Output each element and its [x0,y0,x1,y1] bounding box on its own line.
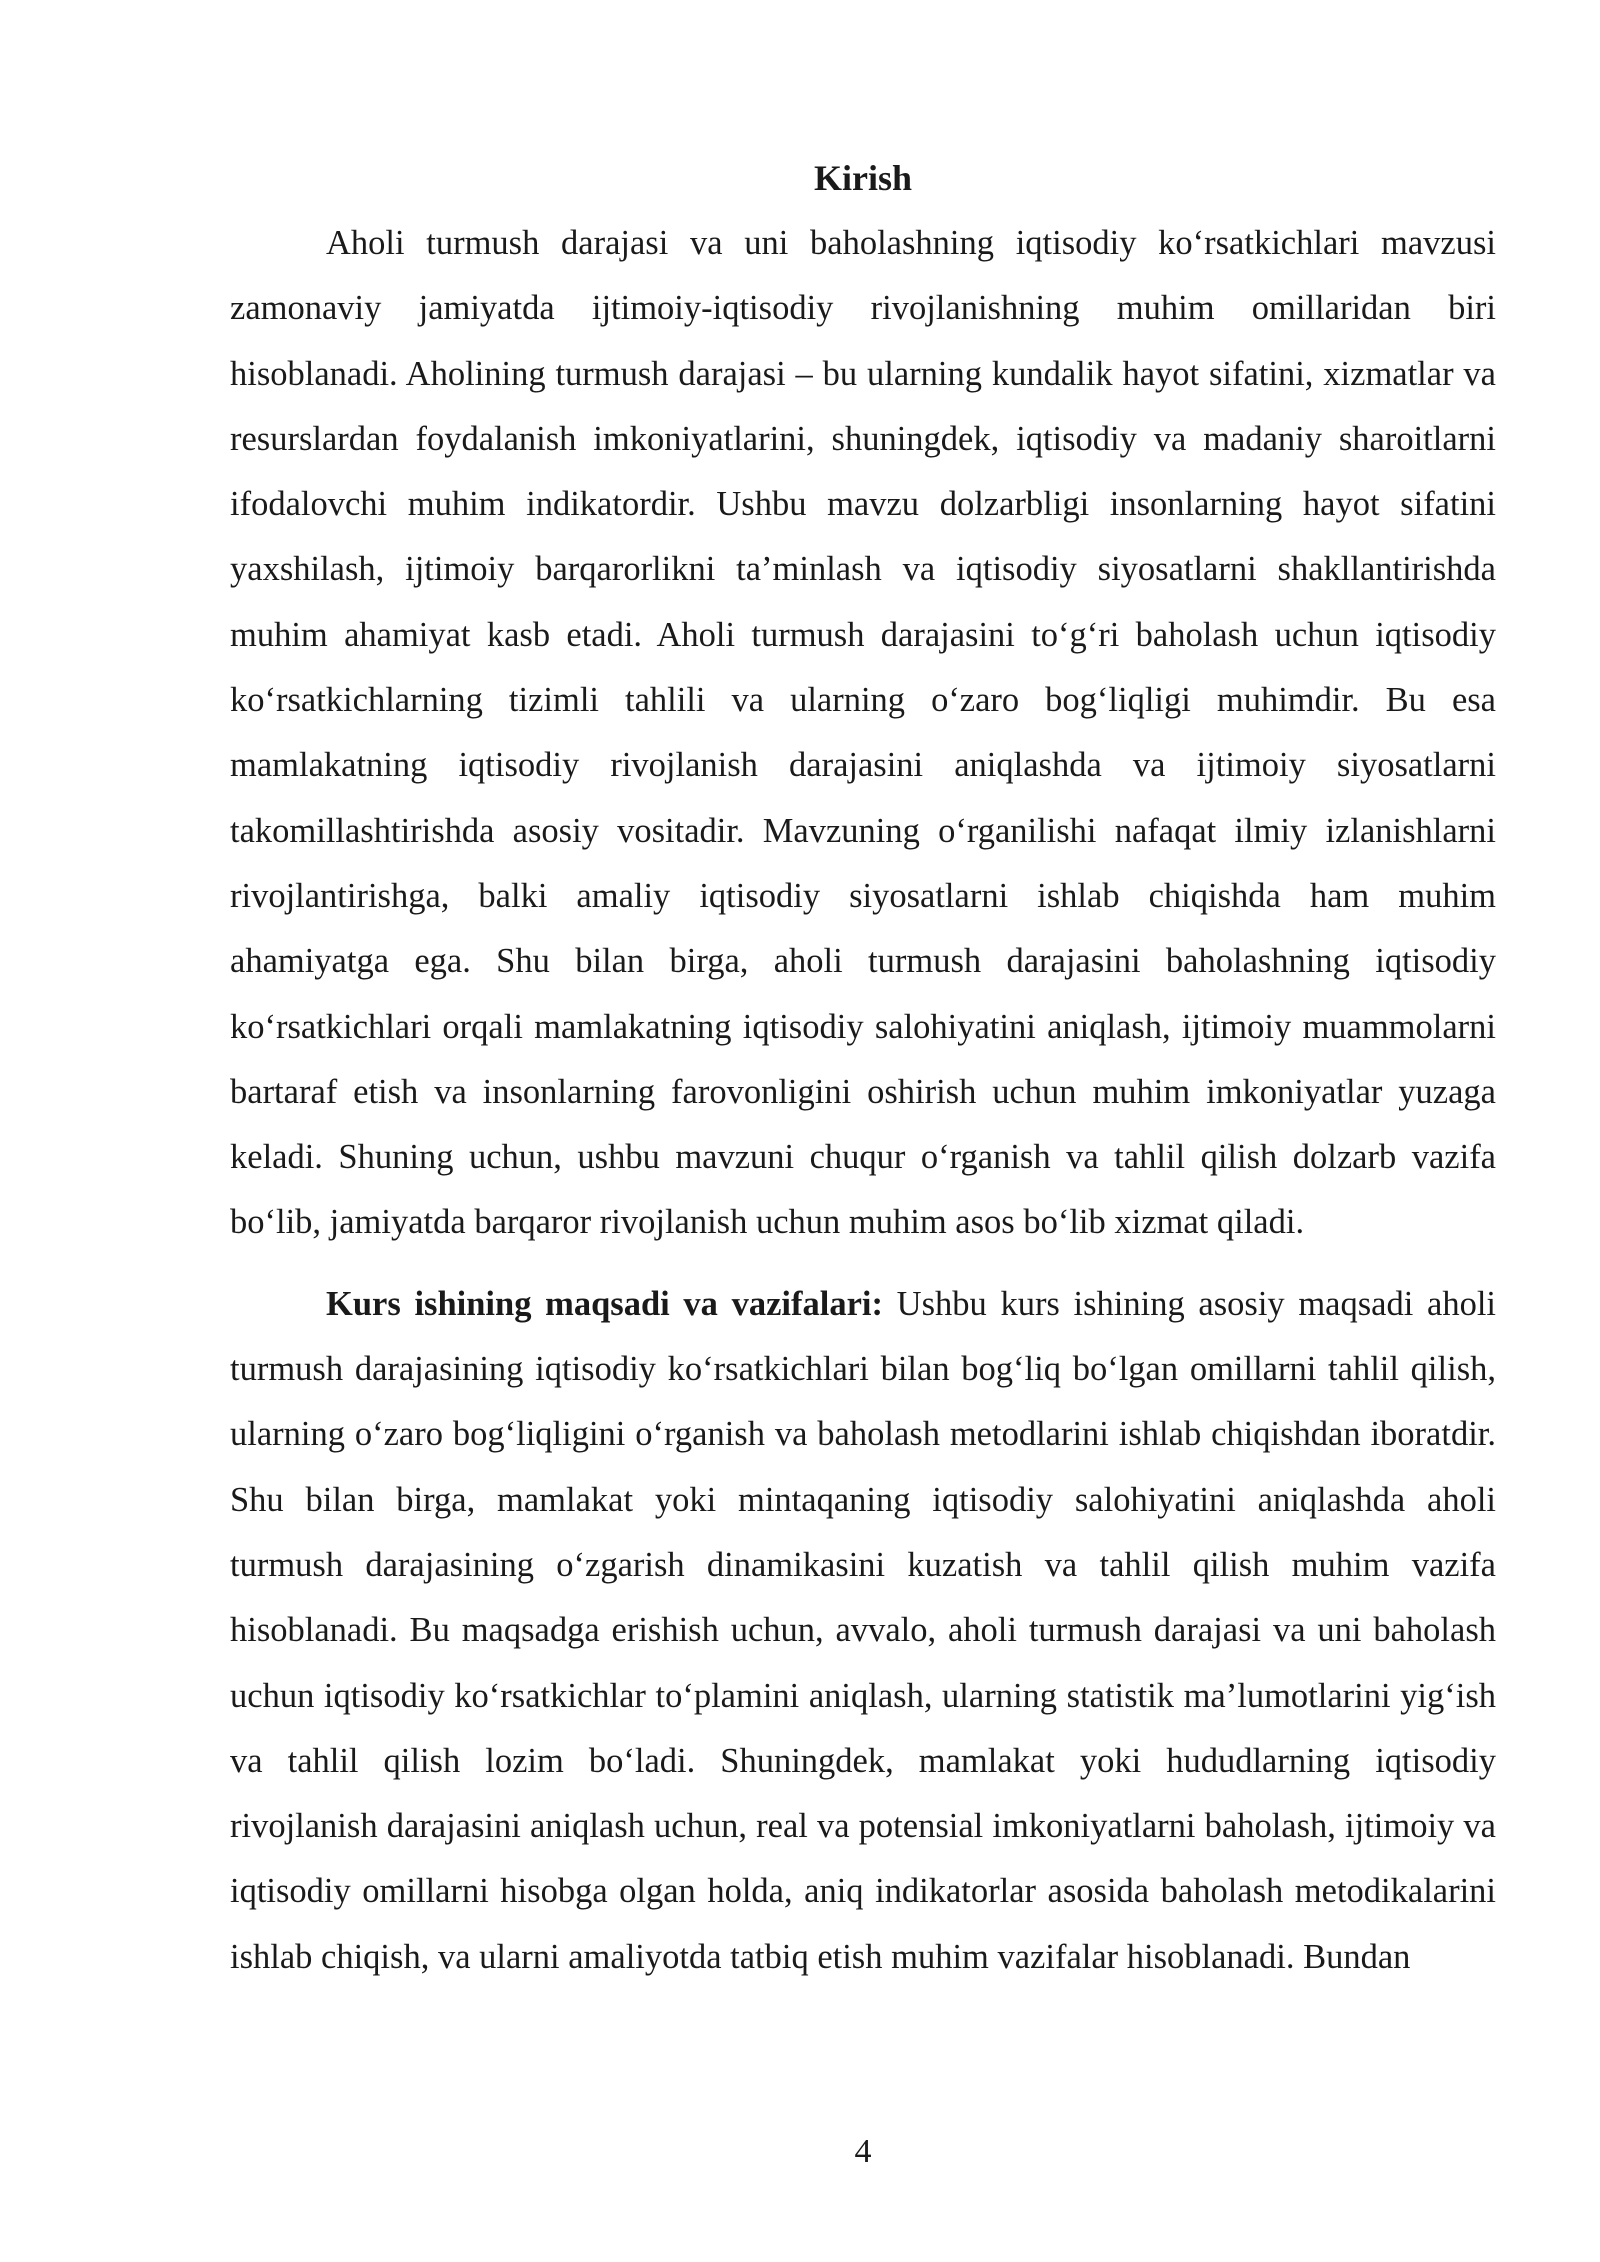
goals-paragraph [230,1272,1496,1990]
intro-paragraph: Aholi turmush darajasi va uni baholashning iqtisodiy koʻrsatkichlari mavzusi zamonaviy jamiyatda ijtimoiy-iqtisodiy rivojlanishning muhim omillaridan biri hisoblanadi. Aholining turmush darajasi – bu ularning kundalik hayot sifatini, xizmatlar va resurslardan foydalanish imkoniyatlarini, shuningdek, iqtisodiy va madaniy sharoitlarni ifodalovchi muhim indikatordir. Ushbu mavzu dolzarbligi insonlarning hayot sifatini yaxshilash, ijtimoiy barqarorlikni ta’minlash va iqtisodiy siyosatlarni shakllantirishda muhim ahamiyat kasb etadi. Aholi turmush darajasini toʻgʻri baholash uchun iqtisodiy koʻrsatkichlarning tizimli tahlili va ularning oʻzaro bogʻliqligi muhimdir. Bu esa mamlakatning iqtisodiy rivojlanish darajasini aniqlashda va ijtimoiy siyosatlarni takomillashtirishda asosiy vositadir. Mavzuning oʻrganilishi nafaqat ilmiy izlanishlarni rivojlantirishga, balki amaliy iqtisodiy siyosatlarni ishlab chiqishda ham muhim ahamiyatga ega. Shu bilan birga, aholi turmush darajasini baholashning iqtisodiy koʻrsatkichlari orqali mamlakatning iqtisodiy salohiyatini aniqlash, ijtimoiy muammolarni bartaraf etish va insonlarning farovonligini oshirish uchun muhim imkoniyatlar yuzaga keladi. Shuning uchun, ushbu mavzuni chuqur oʻrganish va tahlil qilish dolzarb vazifa boʻlib, jamiyatda barqaror rivojlanish uchun muhim asos boʻlib xizmat qiladi. [230,224,1496,1242]
document-body [230,146,1496,1990]
section-heading: Kirish [813,158,912,198]
page-number: 4 [854,2133,872,2170]
goals-paragraph-lead: Kurs ishining maqsadi va vazifalari: [326,1284,883,1323]
goals-paragraph-body: Ushbu kurs ishining asosiy maqsadi aholi turmush darajasining iqtisodiy koʻrsatkichlari bilan bogʻliq boʻlgan omillarni tahlil qilish, ularning oʻzaro bogʻliqligini oʻrganish va baholash metodlarini ishlab chiqishdan iboratdir. Shu bilan birga, mamlakat yoki mintaqaning iqtisodiy salohiyatini aniqlashda aholi turmush darajasining oʻzgarish dinamikasini kuzatish va tahlil qilish muhim vazifa hisoblanadi. Bu maqsadga erishish uchun, avvalo, aholi turmush darajasi va uni baholash uchun iqtisodiy koʻrsatkichlar toʻplamini aniqlash, ularning statistik ma’lumotlarini yigʻish va tahlil qilish lozim boʻladi. Shuningdek, mamlakat yoki hududlarning iqtisodiy rivojlanish darajasini aniqlash uchun, real va potensial imkoniyatlarni baholash, ijtimoiy va iqtisodiy omillarni hisobga olgan holda, aniq indikatorlar asosida baholash metodikalarini ishlab chiqish, va ularni amaliyotda tatbiq etish muhim vazifalar hisoblanadi. Bundan [230,1284,1496,1976]
